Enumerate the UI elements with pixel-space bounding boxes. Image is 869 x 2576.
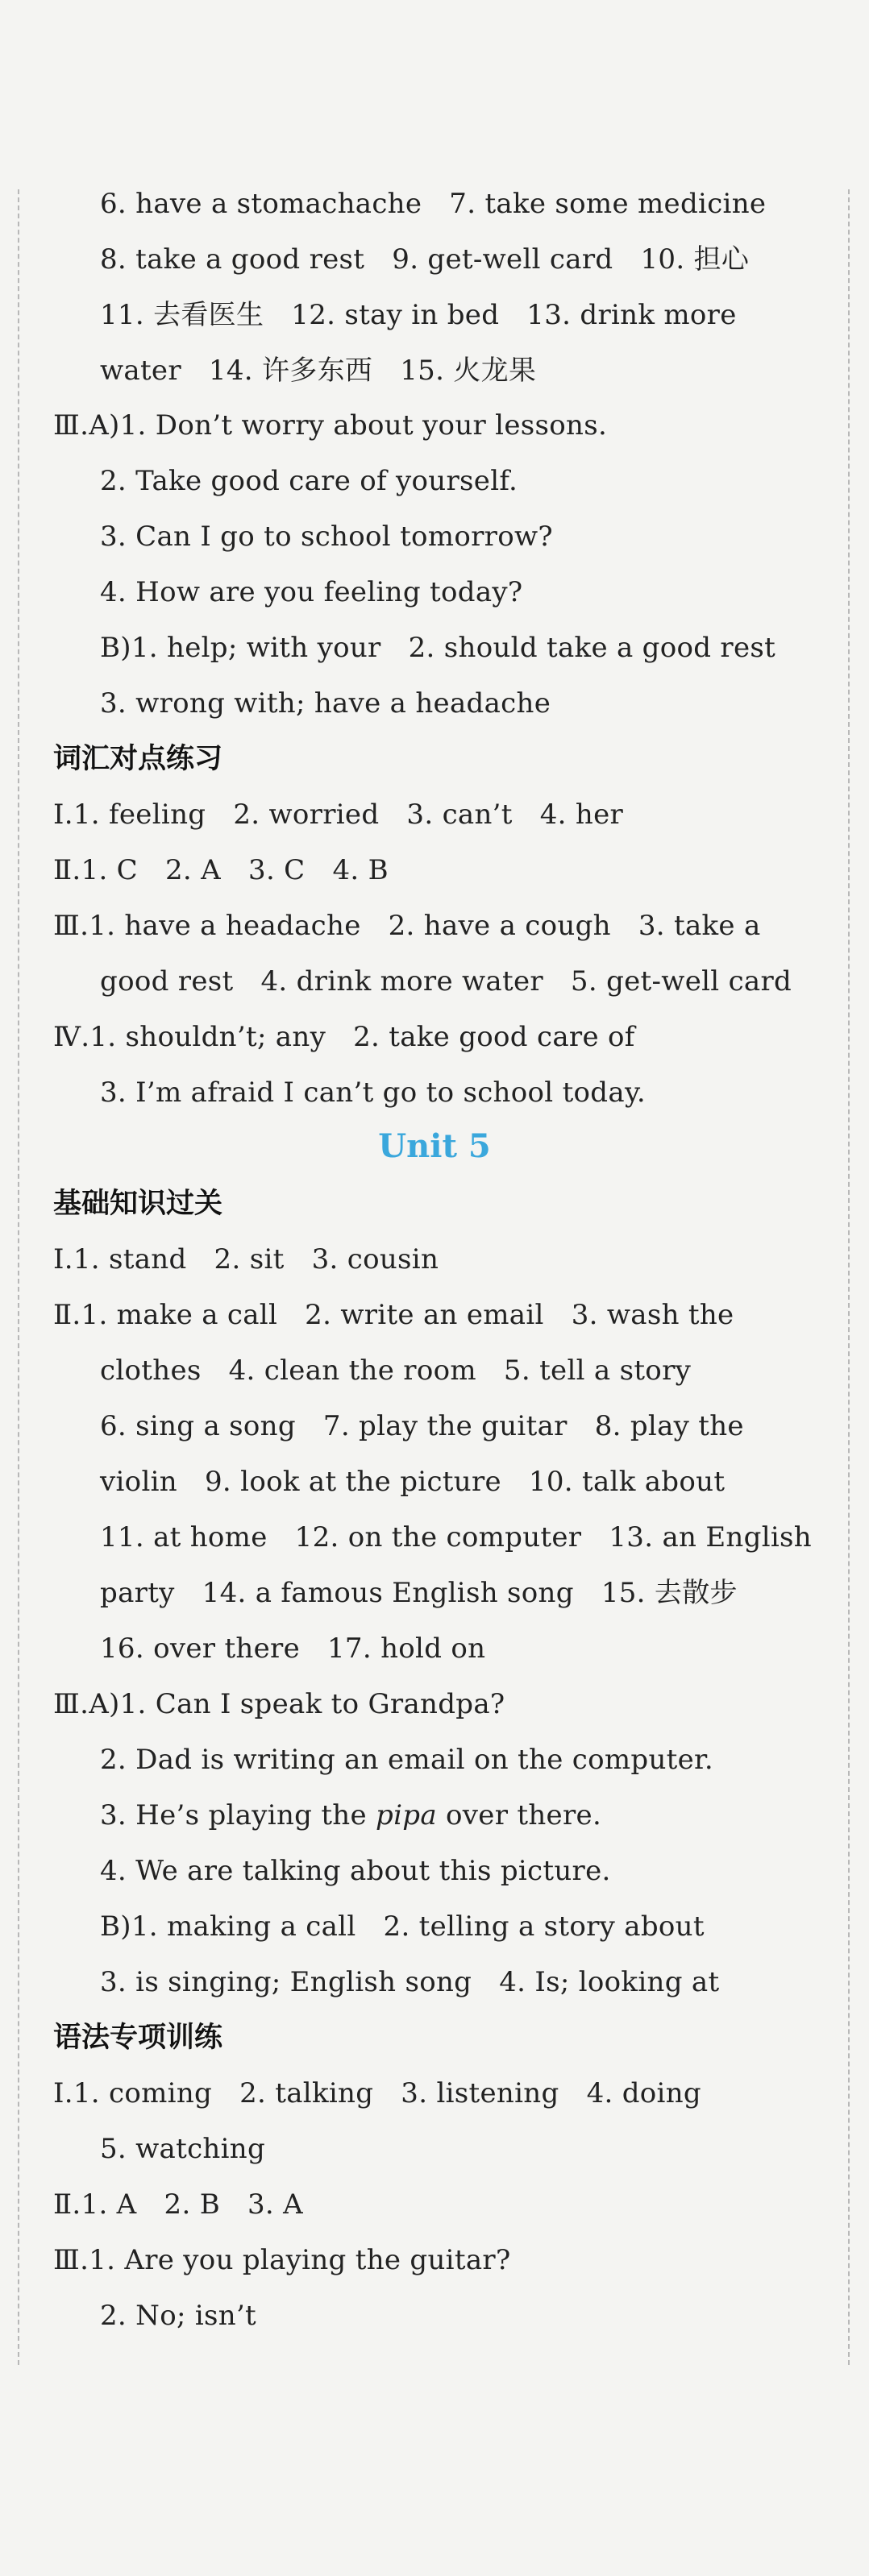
answer-line: 11. at home 12. on the computer 13. an English	[100, 1521, 812, 1553]
answer-line: 4. We are talking about this picture.	[100, 1855, 611, 1887]
answer-line: good rest 4. drink more water 5. get-well card	[100, 965, 792, 998]
answer-line: Ⅲ.A)1. Can I speak to Grandpa?	[53, 1688, 505, 1720]
answer-item: 7. take some medicine	[449, 188, 767, 220]
answer-item: 8. take a good rest	[100, 243, 365, 276]
answer-item: 14. 许多东西	[208, 355, 373, 387]
answer-line	[100, 242, 749, 277]
answer-line: Ⅲ.1. Are you playing the guitar?	[53, 2244, 511, 2276]
answer-line: 5. watching	[100, 2133, 266, 2165]
answer-line: B)1. help; with your 2. should take a good rest	[100, 632, 776, 664]
answer-item: 6. have a stomachache	[100, 188, 422, 220]
section-marker: Ⅲ.A)1. Don’t worry about your lessons.	[53, 409, 608, 442]
answer-line: 3. wrong with; have a headache	[100, 687, 551, 720]
answer-line: violin 9. look at the picture 10. talk about	[100, 1466, 726, 1498]
answer-line: clothes 4. clean the room 5. tell a story	[100, 1354, 692, 1387]
answer-line: Ⅰ.1. coming 2. talking 3. listening 4. doing	[53, 2077, 701, 2109]
answer-line	[100, 353, 536, 388]
answer-item: water	[100, 355, 181, 387]
answer-line: Ⅱ.1. A 2. B 3. A	[53, 2188, 303, 2221]
answer-line: 16. over there 17. hold on	[100, 1632, 486, 1665]
left-dashed-border	[18, 189, 19, 2365]
unit-title: Unit 5	[378, 1127, 491, 1165]
answer-line: 6. sing a song 7. play the guitar 8. play the	[100, 1410, 744, 1442]
section-heading: 基础知识过关	[53, 1188, 223, 1220]
answer-line: Ⅰ.1. feeling 2. worried 3. can’t 4. her	[53, 799, 624, 831]
answer-line: 2. Dad is writing an email on the computer.	[100, 1744, 713, 1776]
answer-line: 3. He’s playing the pipa over there.	[100, 1799, 602, 1831]
answer-line: party 14. a famous English song 15. 去散步	[100, 1577, 738, 1609]
answer-item: 13. drink more	[526, 299, 737, 331]
answer-line: 3. I’m afraid I can’t go to school today.	[100, 1076, 647, 1109]
answer-item: 15. 火龙果	[400, 355, 537, 387]
answer-line: 2. No; isn’t	[100, 2300, 257, 2332]
answer-line	[100, 297, 737, 333]
answer-line: 3. is singing; English song 4. Is; looking at	[100, 1966, 720, 1998]
answer-line: Ⅳ.1. shouldn’t; any 2. take good care of	[53, 1021, 635, 1053]
answer-item: 9. get-well card	[392, 243, 613, 276]
answer-line: Ⅱ.1. make a call 2. write an email 3. wash the	[53, 1299, 734, 1331]
answer-line: Ⅱ.1. C 2. A 3. C 4. B	[53, 854, 389, 886]
answer-line: B)1. making a call 2. telling a story about	[100, 1910, 705, 1943]
answer-item: 10. 担心	[640, 243, 750, 276]
answer-line: 2. Take good care of yourself.	[100, 465, 518, 497]
section-heading: 词汇对点练习	[53, 743, 223, 775]
answer-item: 12. stay in bed	[291, 299, 500, 331]
right-dashed-border	[848, 189, 850, 2365]
answer-line: 3. Can I go to school tomorrow?	[100, 521, 553, 553]
answer-item: 11. 去看医生	[100, 299, 264, 331]
answer-line: Ⅰ.1. stand 2. sit 3. cousin	[53, 1243, 439, 1276]
answer-line: 4. How are you feeling today?	[100, 576, 523, 608]
answer-line: Ⅲ.1. have a headache 2. have a cough 3. take a	[53, 910, 761, 942]
section-heading: 语法专项训练	[53, 2022, 223, 2054]
answer-line	[100, 186, 766, 222]
